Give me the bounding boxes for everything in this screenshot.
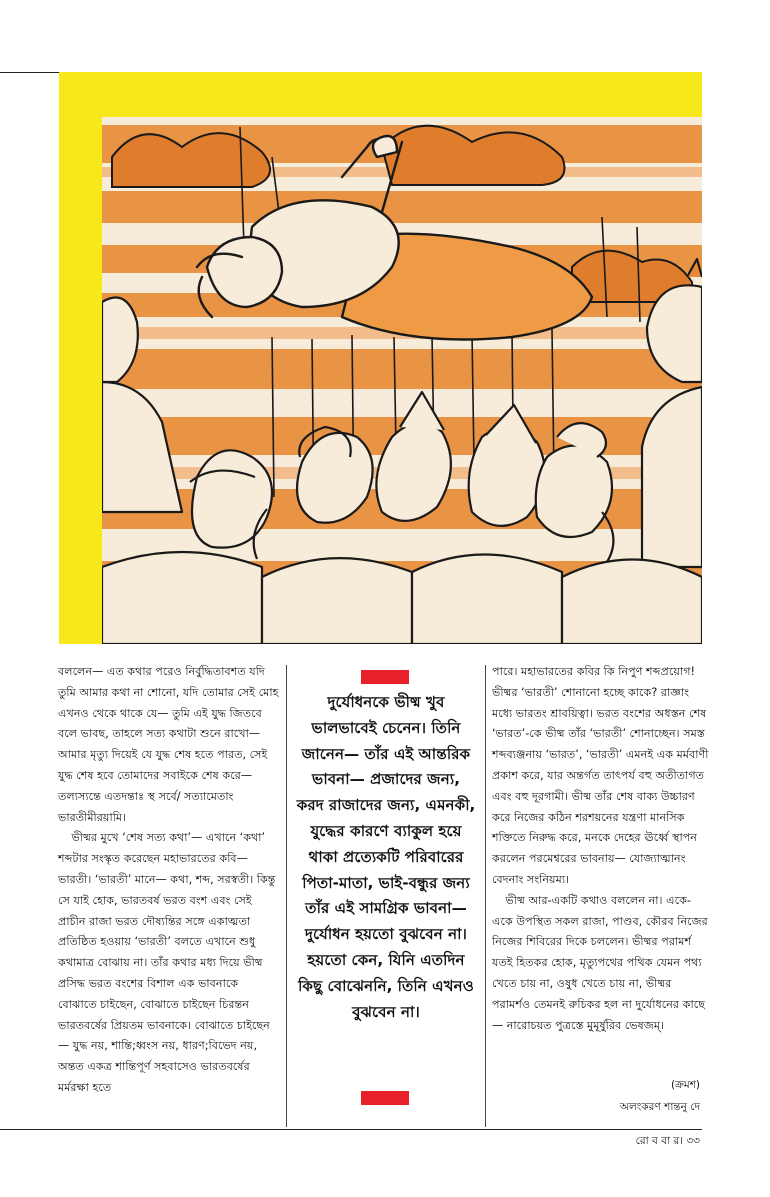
body-paragraph: পারে। মহাভারতের কবির কি নিপুণ শব্দপ্রয়োগ! ভীষ্মর ‘ভারতী’ শোনানো হচ্ছে কাকে? রাজ্ঞাং মধ্যে ভারতং শ্রাবয়িত্বা। ভরত বংশের অধস্তন শেষ ‘ভারত’-কে ভীষ্ম তাঁর ‘ভারতী’ শোনাচ্ছেন। সমস্ত শব্দব্যঞ্জনায় ‘ভারত’, ‘ভারতী’ এমনই এক মর্মবাণী প্রকাশ করে, যার অন্তর্গত তাৎপর্য বহু অতীতাগত এবং বহু দূরগামী। ভীষ্ম তাঁর শেষ বাক্য উচ্চারণ করে নিজের কঠিন শরশয়নের যন্ত্রণা মানসিক শক্তিতে নিরুদ্ধ করে, মনকে দেহের ঊর্ধ্বে স্থাপন করলেন পরমেশ্বরের ভাবনায়— যোজ্যাত্মানং বেদনাং সংনিয়ম্য। (492, 665, 709, 886)
yellow-accent-bar (59, 72, 261, 117)
body-paragraph: ভীষ্ম আর-একটি কথাও বললেন না। একে-একে উপস্থিত সকল রাজা, পাণ্ডব, কৌরব নিজের নিজের শিবিরের দিকে চললেন। ভীষ্মর পরামর্শ যতই হিতকর হোক, মৃত্যুপথের পথিক যেমন পথ্য খেতে চায় না, ওষুধ খেতে চায় না, ভীষ্মর পরামর্শও তেমনই রুচিকর হল না দুর্যোধনের কাছে— নারোচয়ত পুত্রস্তে মুমূর্ষুরিব ভেষজম্। (492, 893, 708, 1032)
body-paragraph: ভীষ্মর মুখে ‘শেষ সত্য কথা’— এখানে ‘কথা’ শব্দটার সংস্কৃত করেছেন মহাভারতের কবি— ভারতী। ‘ভারতী’ মানে— কথা, শব্দ, সরস্বতী। কিন্তু সে যাই হোক, ভারতবর্ষ ভরত বংশ এবং সেই প্রাচীন রাজা ভরত দৌষ্যন্তির সঙ্গে একাত্মতা প্রতিষ্ঠিত হওয়ায় ‘ভারতী’ বলতে এখানে শুধু কথামাত্র বোঝায় না। তাঁর কথার মধ্য দিয়ে ভীষ্ম প্রসিদ্ধ ভরত বংশের বিশাল এক ভাবনাকে বোঝাতে চাইছেন, বোঝাতে চাইছেন চিরন্তন ভারতবর্ষের প্রিয়তম ভাবনাকে। বোঝাতে চাইছেন— যুদ্ধ নয়, শান্তি;ধ্বংস নয়, ধারণ;বিভেদ নয়, অন্তত একত্র শান্তিপূর্ণ সহবাসেও ভারতবর্ষের মর্মরক্ষা হতে (58, 831, 276, 1094)
column-divider (485, 665, 486, 1127)
pull-quote-top-bar (361, 670, 409, 684)
illustration-bhishma-arrow-bed (102, 117, 702, 644)
illustration-credit: অলংকরণ শান্তনু দে (619, 1101, 700, 1113)
article-column-right (492, 662, 710, 1036)
column-divider (286, 665, 287, 1127)
continued-marker: (ক্রমশ) (670, 1079, 700, 1091)
pull-quote-bottom-bar (361, 1091, 409, 1105)
body-paragraph: বললেন— এত কথার পরেও নির্বুদ্ধিতাবশত যদি তুমি আমার কথা না শোনো, যদি তোমার সেই মোহ এখনও থেকে থাকে যে— তুমি এই যুদ্ধ জিতবে বলে ভাবছ, তাহলে সত্য কথাটা শুনে রাখো— আমার মৃত্যু দিয়েই যে যুদ্ধ শেষ হতে পারত, সেই যুদ্ধ শেষ হবে তোমাদের সবাইকে শেষ করে— তল্যস্যন্তে এতদন্তাঃ স্থ সর্বে/ সত্যামেতাং ভারতীমীরয়ামি। (58, 665, 279, 824)
page-folio: রো ব বা র। ৩৩ (635, 1135, 700, 1147)
bottom-rule (0, 1129, 702, 1130)
article-column-left (58, 662, 280, 1099)
pull-quote: দুর্যোধনকে ভীষ্ম খুব ভালভাবেই চেনেন। তিনি জানেন— তাঁর এই আন্তরিক ভাবনা— প্রজাদের জন্য, করদ রাজাদের জন্য, এমনকী, যুদ্ধের কারণে ব্যাকুল হয়ে থাকা প্রত্যেকটি পরিবারের পিতা-মাতা, ভাই-বন্ধুর জন্য তাঁর এই সামগ্রিক ভাবনা— দুর্যোধন হয়তো বুঝবেন না। হয়তো কেন, যিনি এতদিন কিছু বোঝেননি, তিনি এখনও বুঝবেন না। (296, 693, 476, 1021)
